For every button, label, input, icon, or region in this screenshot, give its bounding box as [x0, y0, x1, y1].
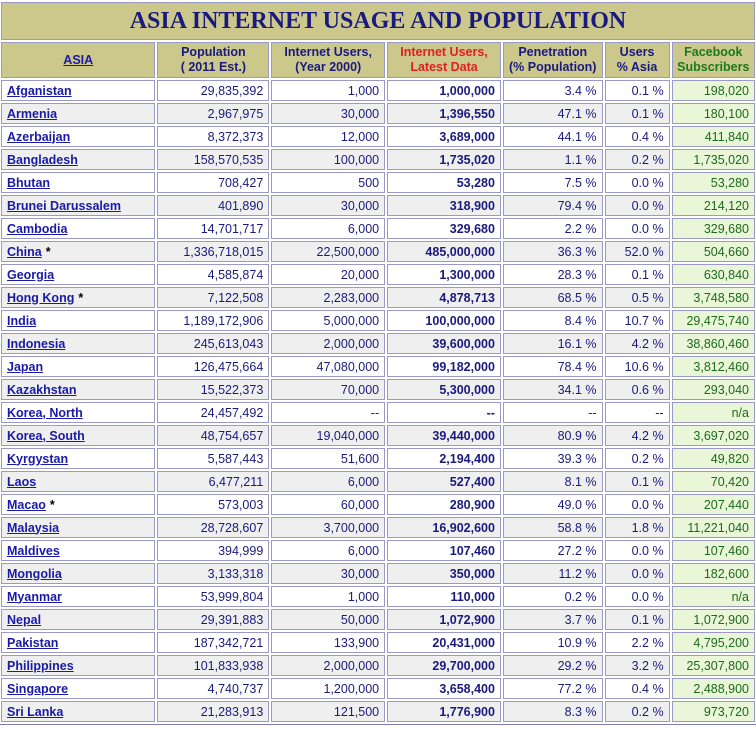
- country-link[interactable]: Nepal: [7, 612, 42, 627]
- table-row: [1, 701, 755, 722]
- penetration-cell: 47.1 %: [503, 103, 603, 124]
- country-cell: [1, 448, 155, 469]
- users-latest-cell: 99,182,000: [387, 356, 501, 377]
- facebook-cell: 630,840: [672, 264, 755, 285]
- facebook-cell: 214,120: [672, 195, 755, 216]
- population-cell: 158,570,535: [157, 149, 269, 170]
- penetration-cell: 7.5 %: [503, 172, 603, 193]
- country-link[interactable]: Azerbaijan: [7, 129, 71, 144]
- population-cell: 1,336,718,015: [157, 241, 269, 262]
- population-cell: 8,372,373: [157, 126, 269, 147]
- population-cell: 53,999,804: [157, 586, 269, 607]
- penetration-cell: 68.5 %: [503, 287, 603, 308]
- footnote-star: *: [78, 290, 84, 305]
- penetration-cell: 1.1 %: [503, 149, 603, 170]
- users-pct-asia-cell: 52.0 %: [605, 241, 670, 262]
- users-pct-asia-cell: 0.0 %: [605, 540, 670, 561]
- facebook-cell: 329,680: [672, 218, 755, 239]
- table-row: [1, 80, 755, 101]
- header-penetration: Penetration (% Population): [503, 42, 603, 78]
- table-row: [1, 287, 755, 308]
- country-link[interactable]: Sri Lanka: [7, 704, 64, 719]
- penetration-cell: 80.9 %: [503, 425, 603, 446]
- table-row: [1, 517, 755, 538]
- users-latest-cell: 53,280: [387, 172, 501, 193]
- population-cell: 24,457,492: [157, 402, 269, 423]
- country-link[interactable]: Brunei Darussalem: [7, 198, 121, 213]
- population-cell: 101,833,938: [157, 655, 269, 676]
- country-cell: [1, 609, 155, 630]
- country-link[interactable]: Japan: [7, 359, 44, 374]
- users-pct-asia-cell: 0.0 %: [605, 586, 670, 607]
- penetration-cell: 49.0 %: [503, 494, 603, 515]
- users-latest-cell: 1,000,000: [387, 80, 501, 101]
- table-row: [1, 471, 755, 492]
- facebook-cell: 3,748,580: [672, 287, 755, 308]
- country-cell: [1, 494, 155, 515]
- users-pct-asia-cell: 3.2 %: [605, 655, 670, 676]
- facebook-cell: 3,812,460: [672, 356, 755, 377]
- country-cell: [1, 563, 155, 584]
- country-link[interactable]: Kyrgystan: [7, 451, 69, 466]
- users-2000-cell: 6,000: [271, 471, 385, 492]
- table-row: [1, 609, 755, 630]
- facebook-cell: 70,420: [672, 471, 755, 492]
- table-row: [1, 632, 755, 653]
- users-latest-cell: 1,776,900: [387, 701, 501, 722]
- users-latest-cell: 1,072,900: [387, 609, 501, 630]
- users-latest-cell: 107,460: [387, 540, 501, 561]
- header-facebook: Facebook Subscribers: [672, 42, 755, 78]
- population-cell: 708,427: [157, 172, 269, 193]
- users-2000-cell: 51,600: [271, 448, 385, 469]
- population-cell: 4,740,737: [157, 678, 269, 699]
- users-2000-cell: 500: [271, 172, 385, 193]
- facebook-cell: 973,720: [672, 701, 755, 722]
- penetration-cell: 11.2 %: [503, 563, 603, 584]
- penetration-cell: 3.7 %: [503, 609, 603, 630]
- users-2000-cell: 30,000: [271, 103, 385, 124]
- users-latest-cell: 1,396,550: [387, 103, 501, 124]
- users-latest-cell: 2,194,400: [387, 448, 501, 469]
- users-pct-asia-cell: 0.1 %: [605, 609, 670, 630]
- facebook-cell: 53,280: [672, 172, 755, 193]
- users-latest-cell: 4,878,713: [387, 287, 501, 308]
- population-cell: 401,890: [157, 195, 269, 216]
- facebook-cell: 198,020: [672, 80, 755, 101]
- country-link[interactable]: Korea, South: [7, 428, 85, 443]
- population-cell: 573,003: [157, 494, 269, 515]
- facebook-cell: 411,840: [672, 126, 755, 147]
- users-2000-cell: 70,000: [271, 379, 385, 400]
- country-link[interactable]: Macao: [7, 497, 46, 512]
- country-cell: [1, 379, 155, 400]
- users-latest-cell: 39,440,000: [387, 425, 501, 446]
- population-cell: 14,701,717: [157, 218, 269, 239]
- country-link[interactable]: Laos: [7, 474, 37, 489]
- country-cell: [1, 471, 155, 492]
- population-cell: 21,283,913: [157, 701, 269, 722]
- country-link[interactable]: Georgia: [7, 267, 55, 282]
- facebook-cell: 2,488,900: [672, 678, 755, 699]
- users-latest-cell: 1,300,000: [387, 264, 501, 285]
- country-cell: [1, 586, 155, 607]
- users-latest-cell: 110,000: [387, 586, 501, 607]
- users-2000-cell: 1,000: [271, 586, 385, 607]
- population-cell: 2,967,975: [157, 103, 269, 124]
- users-2000-cell: 12,000: [271, 126, 385, 147]
- penetration-cell: 3.4 %: [503, 80, 603, 101]
- table-row: [1, 172, 755, 193]
- table-row: [1, 356, 755, 377]
- users-2000-cell: 6,000: [271, 218, 385, 239]
- country-cell: [1, 149, 155, 170]
- users-2000-cell: 121,500: [271, 701, 385, 722]
- users-pct-asia-cell: 0.0 %: [605, 494, 670, 515]
- population-cell: 1,189,172,906: [157, 310, 269, 331]
- country-link[interactable]: Mongolia: [7, 566, 62, 581]
- users-2000-cell: 30,000: [271, 195, 385, 216]
- users-latest-cell: 329,680: [387, 218, 501, 239]
- country-link[interactable]: Singapore: [7, 681, 69, 696]
- country-link[interactable]: Philippines: [7, 658, 74, 673]
- facebook-cell: 4,795,200: [672, 632, 755, 653]
- users-pct-asia-cell: --: [605, 402, 670, 423]
- penetration-cell: 8.1 %: [503, 471, 603, 492]
- country-cell: [1, 172, 155, 193]
- population-cell: 126,475,664: [157, 356, 269, 377]
- header-users-latest: Internet Users, Latest Data: [387, 42, 501, 78]
- footnote-star: *: [49, 497, 55, 512]
- table-row: [1, 678, 755, 699]
- page-title: ASIA INTERNET USAGE AND POPULATION: [1, 2, 755, 40]
- country-cell: [1, 126, 155, 147]
- country-cell: [1, 287, 155, 308]
- population-cell: 48,754,657: [157, 425, 269, 446]
- population-cell: 29,391,883: [157, 609, 269, 630]
- users-pct-asia-cell: 1.8 %: [605, 517, 670, 538]
- penetration-cell: 10.9 %: [503, 632, 603, 653]
- facebook-cell: 29,475,740: [672, 310, 755, 331]
- country-link[interactable]: Cambodia: [7, 221, 68, 236]
- country-cell: [1, 241, 155, 262]
- table-row: [1, 103, 755, 124]
- facebook-cell: 180,100: [672, 103, 755, 124]
- users-pct-asia-cell: 0.0 %: [605, 563, 670, 584]
- population-cell: 15,522,373: [157, 379, 269, 400]
- facebook-cell: n/a: [672, 402, 755, 423]
- penetration-cell: 0.2 %: [503, 586, 603, 607]
- users-pct-asia-cell: 2.2 %: [605, 632, 670, 653]
- table-row: [1, 655, 755, 676]
- penetration-cell: 36.3 %: [503, 241, 603, 262]
- country-cell: [1, 632, 155, 653]
- users-pct-asia-cell: 10.6 %: [605, 356, 670, 377]
- table-row: [1, 310, 755, 331]
- country-link[interactable]: China: [7, 244, 42, 259]
- country-link[interactable]: Bhutan: [7, 175, 51, 190]
- country-link[interactable]: Maldives: [7, 543, 60, 558]
- users-2000-cell: 19,040,000: [271, 425, 385, 446]
- population-cell: 245,613,043: [157, 333, 269, 354]
- country-cell: [1, 540, 155, 561]
- population-cell: 187,342,721: [157, 632, 269, 653]
- population-cell: 6,477,211: [157, 471, 269, 492]
- users-2000-cell: 6,000: [271, 540, 385, 561]
- users-2000-cell: 2,000,000: [271, 333, 385, 354]
- table-row: [1, 563, 755, 584]
- penetration-cell: 78.4 %: [503, 356, 603, 377]
- table-row: [1, 149, 755, 170]
- country-cell: [1, 310, 155, 331]
- penetration-cell: 2.2 %: [503, 218, 603, 239]
- users-2000-cell: 30,000: [271, 563, 385, 584]
- penetration-cell: 77.2 %: [503, 678, 603, 699]
- facebook-cell: 11,221,040: [672, 517, 755, 538]
- facebook-cell: 504,660: [672, 241, 755, 262]
- users-latest-cell: 485,000,000: [387, 241, 501, 262]
- country-cell: [1, 402, 155, 423]
- country-cell: [1, 425, 155, 446]
- users-2000-cell: 1,000: [271, 80, 385, 101]
- country-link[interactable]: Bangladesh: [7, 152, 78, 167]
- table-row: [1, 402, 755, 423]
- country-link[interactable]: Pakistan: [7, 635, 59, 650]
- users-latest-cell: 16,902,600: [387, 517, 501, 538]
- users-latest-cell: 318,900: [387, 195, 501, 216]
- country-cell: [1, 103, 155, 124]
- country-link[interactable]: Myanmar: [7, 589, 62, 604]
- users-2000-cell: 20,000: [271, 264, 385, 285]
- country-cell: [1, 218, 155, 239]
- country-link[interactable]: Korea, North: [7, 405, 83, 420]
- footnote-star: *: [45, 244, 51, 259]
- users-pct-asia-cell: 0.2 %: [605, 448, 670, 469]
- users-2000-cell: 22,500,000: [271, 241, 385, 262]
- country-link[interactable]: India: [7, 313, 37, 328]
- facebook-cell: 1,072,900: [672, 609, 755, 630]
- users-2000-cell: 2,283,000: [271, 287, 385, 308]
- facebook-cell: 3,697,020: [672, 425, 755, 446]
- country-link[interactable]: Kazakhstan: [7, 382, 77, 397]
- population-cell: 29,835,392: [157, 80, 269, 101]
- country-link[interactable]: Afganistan: [7, 83, 72, 98]
- header-population: Population ( 2011 Est.): [157, 42, 269, 78]
- users-pct-asia-cell: 0.5 %: [605, 287, 670, 308]
- users-2000-cell: 2,000,000: [271, 655, 385, 676]
- country-cell: [1, 264, 155, 285]
- country-cell: [1, 333, 155, 354]
- table-row: [1, 586, 755, 607]
- users-latest-cell: 100,000,000: [387, 310, 501, 331]
- table-row: [1, 425, 755, 446]
- users-latest-cell: 350,000: [387, 563, 501, 584]
- country-cell: [1, 655, 155, 676]
- country-cell: [1, 701, 155, 722]
- facebook-cell: 107,460: [672, 540, 755, 561]
- country-link[interactable]: Armenia: [7, 106, 58, 121]
- penetration-cell: --: [503, 402, 603, 423]
- table-row: [1, 195, 755, 216]
- table-row: [1, 494, 755, 515]
- users-pct-asia-cell: 0.2 %: [605, 149, 670, 170]
- users-2000-cell: 3,700,000: [271, 517, 385, 538]
- users-latest-cell: 5,300,000: [387, 379, 501, 400]
- facebook-cell: 182,600: [672, 563, 755, 584]
- penetration-cell: 34.1 %: [503, 379, 603, 400]
- users-latest-cell: 29,700,000: [387, 655, 501, 676]
- facebook-cell: 293,040: [672, 379, 755, 400]
- country-cell: [1, 195, 155, 216]
- penetration-cell: 29.2 %: [503, 655, 603, 676]
- users-2000-cell: --: [271, 402, 385, 423]
- users-pct-asia-cell: 0.1 %: [605, 103, 670, 124]
- users-pct-asia-cell: 0.4 %: [605, 678, 670, 699]
- table-row: [1, 241, 755, 262]
- country-cell: [1, 517, 155, 538]
- population-cell: 4,585,874: [157, 264, 269, 285]
- penetration-cell: 79.4 %: [503, 195, 603, 216]
- header-users-pct-asia: Users % Asia: [605, 42, 670, 78]
- users-2000-cell: 1,200,000: [271, 678, 385, 699]
- penetration-cell: 44.1 %: [503, 126, 603, 147]
- facebook-cell: 38,860,460: [672, 333, 755, 354]
- country-link[interactable]: Indonesia: [7, 336, 66, 351]
- users-pct-asia-cell: 0.1 %: [605, 80, 670, 101]
- users-latest-cell: --: [387, 402, 501, 423]
- table-row: [1, 264, 755, 285]
- users-2000-cell: 100,000: [271, 149, 385, 170]
- users-pct-asia-cell: 0.1 %: [605, 264, 670, 285]
- users-pct-asia-cell: 0.0 %: [605, 195, 670, 216]
- users-latest-cell: 527,400: [387, 471, 501, 492]
- users-pct-asia-cell: 4.2 %: [605, 425, 670, 446]
- users-pct-asia-cell: 0.2 %: [605, 701, 670, 722]
- users-latest-cell: 39,600,000: [387, 333, 501, 354]
- users-pct-asia-cell: 0.6 %: [605, 379, 670, 400]
- penetration-cell: 8.3 %: [503, 701, 603, 722]
- users-pct-asia-cell: 4.2 %: [605, 333, 670, 354]
- penetration-cell: 58.8 %: [503, 517, 603, 538]
- penetration-cell: 28.3 %: [503, 264, 603, 285]
- country-link[interactable]: Malaysia: [7, 520, 60, 535]
- users-pct-asia-cell: 10.7 %: [605, 310, 670, 331]
- facebook-cell: 49,820: [672, 448, 755, 469]
- country-cell: [1, 80, 155, 101]
- table-row: [1, 126, 755, 147]
- region-asia-link[interactable]: ASIA: [63, 52, 94, 67]
- users-2000-cell: 133,900: [271, 632, 385, 653]
- header-users-2000: Internet Users, (Year 2000): [271, 42, 385, 78]
- users-pct-asia-cell: 0.0 %: [605, 218, 670, 239]
- users-2000-cell: 60,000: [271, 494, 385, 515]
- users-pct-asia-cell: 0.0 %: [605, 172, 670, 193]
- users-pct-asia-cell: 0.4 %: [605, 126, 670, 147]
- penetration-cell: 16.1 %: [503, 333, 603, 354]
- penetration-cell: 27.2 %: [503, 540, 603, 561]
- users-2000-cell: 47,080,000: [271, 356, 385, 377]
- table-row: [1, 448, 755, 469]
- population-cell: 28,728,607: [157, 517, 269, 538]
- country-cell: [1, 678, 155, 699]
- users-2000-cell: 50,000: [271, 609, 385, 630]
- column-header-row: [1, 42, 755, 78]
- users-latest-cell: 3,658,400: [387, 678, 501, 699]
- penetration-cell: 8.4 %: [503, 310, 603, 331]
- facebook-cell: n/a: [672, 586, 755, 607]
- users-latest-cell: 3,689,000: [387, 126, 501, 147]
- penetration-cell: 39.3 %: [503, 448, 603, 469]
- country-link[interactable]: Hong Kong: [7, 290, 75, 305]
- facebook-cell: 25,307,800: [672, 655, 755, 676]
- population-cell: 7,122,508: [157, 287, 269, 308]
- users-2000-cell: 5,000,000: [271, 310, 385, 331]
- facebook-cell: 207,440: [672, 494, 755, 515]
- users-latest-cell: 280,900: [387, 494, 501, 515]
- users-latest-cell: 1,735,020: [387, 149, 501, 170]
- facebook-cell: 1,735,020: [672, 149, 755, 170]
- table-row: [1, 218, 755, 239]
- table-row: [1, 540, 755, 561]
- users-pct-asia-cell: 0.1 %: [605, 471, 670, 492]
- header-region: [1, 42, 155, 78]
- table-row: [1, 333, 755, 354]
- population-cell: 5,587,443: [157, 448, 269, 469]
- table-row: [1, 379, 755, 400]
- population-cell: 3,133,318: [157, 563, 269, 584]
- users-latest-cell: 20,431,000: [387, 632, 501, 653]
- population-cell: 394,999: [157, 540, 269, 561]
- country-cell: [1, 356, 155, 377]
